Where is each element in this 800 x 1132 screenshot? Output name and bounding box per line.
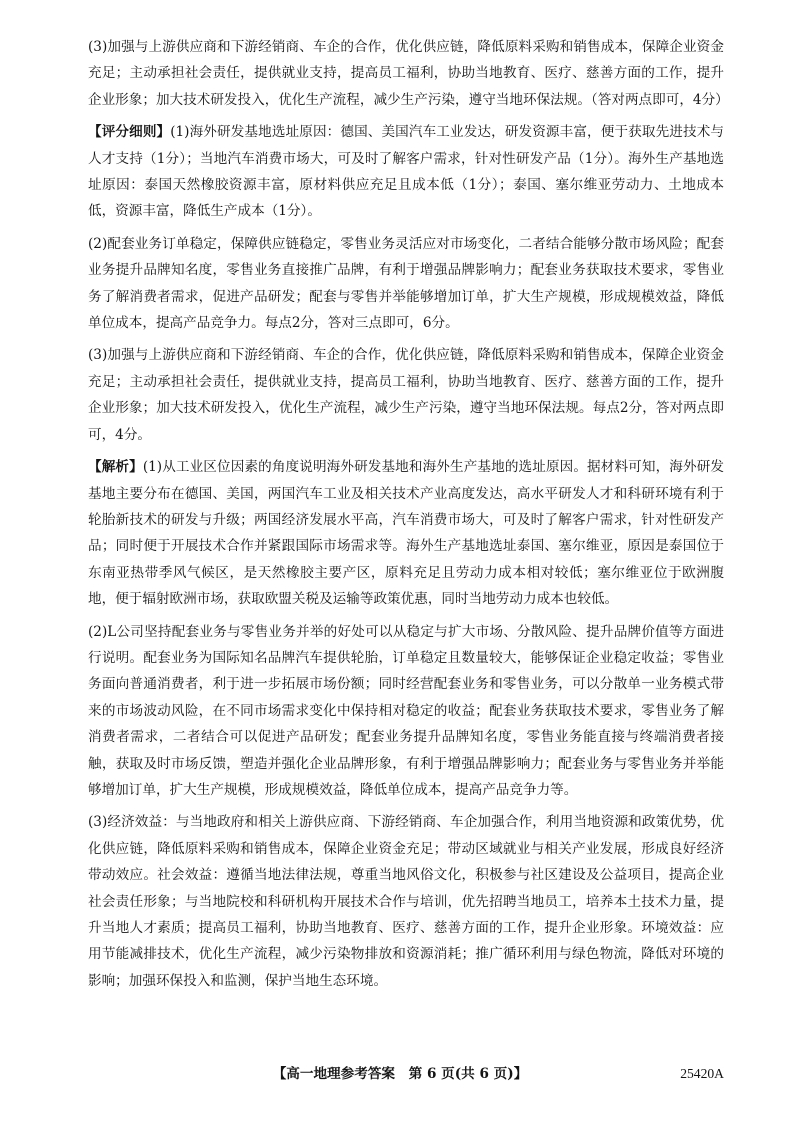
footer-page-title: 【高一地理参考答案 第 6 页(共 6 页)】: [272, 1066, 528, 1082]
paragraph-analysis-3: [88, 809, 724, 994]
paragraph-text: (3)经济效益：与当地政府和相关上游供应商、下游经销商、车企加强合作，利用当地资源和政策优势，优化供应链，降低原料采购和销售成本，保障企业资金充足；带动区域就业与相关产业发展，形成良好经济带动效应。社会效益：遵循当地法律法规，尊重当地风俗文化，积极参与社区建设及公益项目，提高企业社会责任形象；与当地院校和科研机构开展技术合作与培训，优先招聘当地员工，培养本土技术力量，提升当地人才素质；提高员工福利，协助当地教育、医疗、慈善方面的工作，提升企业形象。环境效益：应用节能减排技术，优化生产流程，减少污染物排放和资源消耗；推广循环利用与绿色物流，降低对环境的影响；加强环保投入和监测，保护当地生态环境。: [88, 814, 724, 989]
paragraph-text: (1)海外研发基地选址原因：德国、美国汽车工业发达，研发资源丰富，便于获取先进技术与人才支持（1分）；当地汽车消费市场大，可及时了解客户需求，针对性研发产品（1分）。海外生产基地选址原因：泰国天然橡胶资源丰富，原材料供应充足且成本低（1分）；泰国、塞尔维亚劳动力、土地成本低，资源丰富，降低生产成本（1分）。: [88, 124, 724, 220]
scoring-details-tag: 【评分细则】: [88, 124, 171, 141]
paragraph-text: (2)配套业务订单稳定，保障供应链稳定，零售业务灵活应对市场变化，二者结合能够分散市场风险；配套业务提升品牌知名度，零售业务直接推广品牌，有利于增强品牌影响力；配套业务获取技术要求，零售业务了解消费者需求，促进产品研发；配套与零售并举能够增加订单，扩大生产规模，形成规模效益，降低单位成本，提高产品竞争力。每点2分，答对三点即可，6分。: [88, 235, 724, 332]
analysis-tag: 【解析】: [88, 459, 143, 476]
paragraph-answer-3: [88, 34, 729, 113]
paragraph-text: (2)L公司坚持配套业务与零售业务并举的好处可以从稳定与扩大市场、分散风险、提升品牌价值等方面进行说明。配套业务为国际知名品牌汽车提供轮胎，订单稳定且数量较大，能够保证企业稳定收益；零售业务面向普通消费者，利于进一步拓展市场份额；同时经营配套业务和零售业务，可以分散单一业务模式带来的市场波动风险，在不同市场需求变化中保持相对稳定的收益；配套业务获取技术要求，零售业务了解消费者需求，二者结合可以促进产品研发；配套业务提升品牌知名度，零售业务能直接与终端消费者接触，获取及时市场反馈，塑造并强化企业品牌形象，有利于增强品牌影响力；配套业务与零售业务并举能够增加订单，扩大生产规模，形成规模效益，降低单位成本，提高产品竞争力等。: [88, 623, 724, 798]
paragraph-scoring-2: [88, 231, 724, 337]
paragraph-scoring-3: [88, 342, 724, 448]
paragraph-text: (3)加强与上游供应商和下游经销商、车企的合作，优化供应链，降低原料采购和销售成本，保障企业资金充足；主动承担社会责任，提供就业支持，提高员工福利，协助当地教育、医疗、慈善方面的工作，提升企业形象；加大技术研发投入，优化生产流程，减少生产污染，遵守当地环保法规。（答对两点即可，4分）: [88, 39, 729, 108]
paragraph-text: (3)加强与上游供应商和下游经销商、车企的合作，优化供应链，降低原料采购和销售成本，保障企业资金充足；主动承担社会责任，提供就业支持，提高员工福利，协助当地教育、医疗、慈善方面的工作，提升企业形象；加大技术研发投入，优化生产流程，减少生产污染，遵守当地环保法规。每点2分，答对两点即可，4分。: [88, 347, 724, 443]
paragraph-analysis-1: [88, 454, 724, 612]
page-footer: [0, 1062, 800, 1086]
paragraph-scoring-details: [88, 119, 724, 225]
paragraph-text: (1)从工业区位因素的角度说明海外研发基地和海外生产基地的选址原因。据材料可知，海外研发基地主要分布在德国、美国，两国汽车工业及相关技术产业高度发达，高水平研发人才和科研环境有利于轮胎新技术的研发与升级；两国经济发展水平高，汽车消费市场大，可及时了解客户需求，针对性研发产品；同时便于开展技术合作并紧跟国际市场需求等。海外生产基地选址泰国、塞尔维亚，原因是泰国位于东南亚热带季风气候区，是天然橡胶主要产区，原料充足且劳动力成本相对较低；塞尔维亚位于欧洲腹地，便于辐射欧洲市场，获取欧盟关税及运输等政策优惠，同时当地劳动力成本也较低。: [88, 459, 724, 608]
footer-exam-code: 25420A: [680, 1066, 724, 1081]
paragraph-analysis-2: [88, 619, 724, 804]
answer-body: [88, 34, 729, 1000]
